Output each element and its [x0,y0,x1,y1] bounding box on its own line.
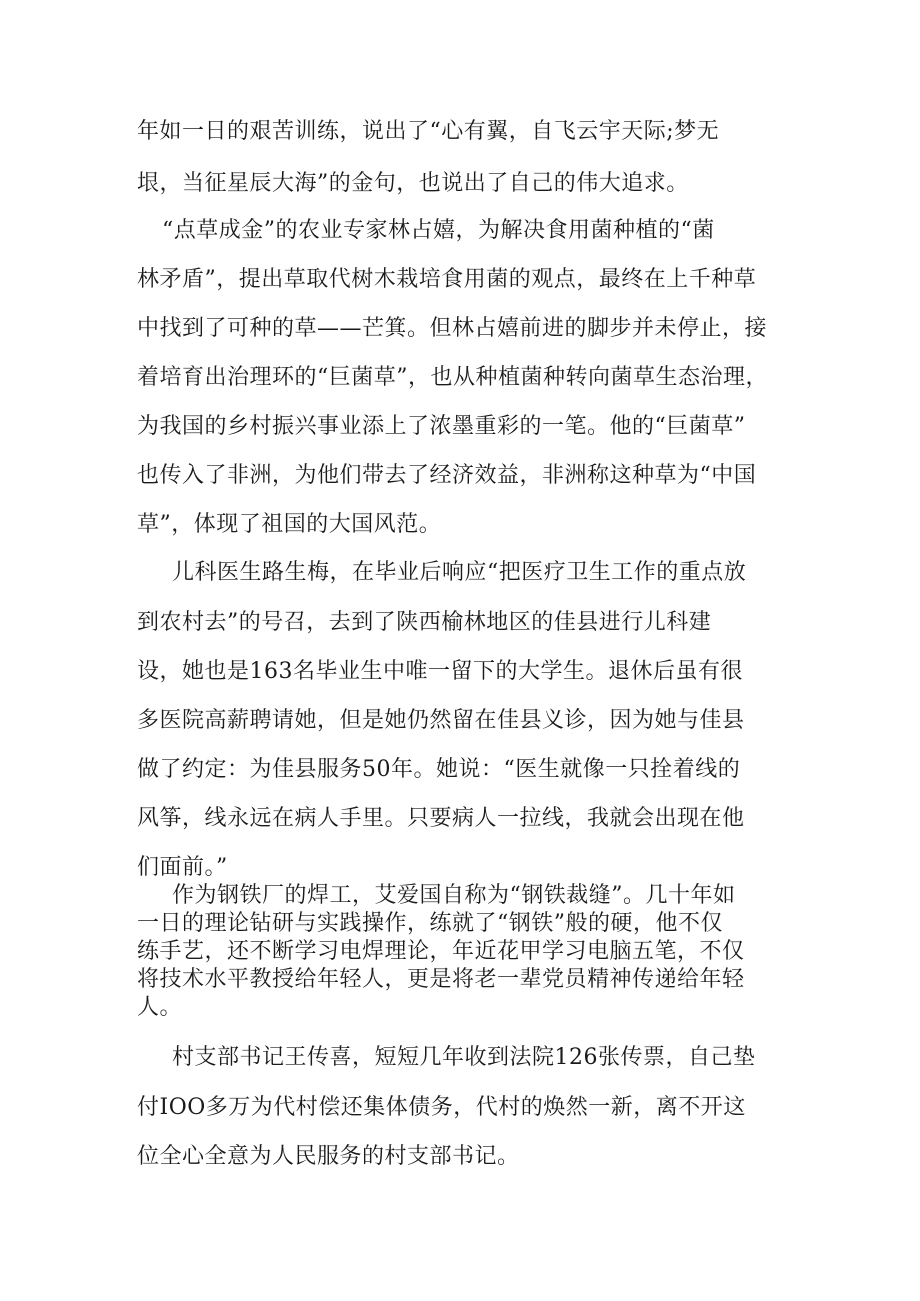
text-line [137,801,745,832]
text-line [137,605,711,636]
text-line [137,166,689,197]
text-line [137,1090,746,1121]
text-line [137,311,767,342]
text-line [137,962,745,993]
text-line [137,114,719,145]
text-line-content: 练手艺，还不断学习电焊理论，年近花甲学习电脑五笔，不仅 [137,939,745,964]
text-line-content: “点草成金”的农业专家林占嬉，为解决食用菌种植的“菌 [162,218,715,243]
text-line [137,360,768,391]
text-line-content: 做了约定：为佳县服务50年。她说：“医生就像一只拴着线的 [137,757,741,782]
text-line [137,654,743,685]
text-line [137,507,441,538]
text-line-content: 付IOO多万为代村偿还集体债务，代村的焕然一新，离不开这 [137,1095,746,1120]
text-line-content: 也传入了非洲，为他们带去了经济效益，非洲称这种草为“中国 [137,463,757,488]
text-line-content: 为我国的乡村振兴事业添上了浓墨重彩的一笔。他的“巨菌草” [137,414,746,439]
text-line [137,409,746,440]
text-line [137,703,745,734]
text-line [137,1139,520,1170]
text-line-content: 多医院高薪聘请她，但是她仍然留在佳县义诊，因为她与佳县 [137,708,745,733]
text-line [137,850,228,881]
text-line-content: 草”，体现了祖国的大国风范。 [137,512,442,537]
text-line [172,1040,756,1071]
text-line-content: 儿科医生路生梅，在毕业后响应“把医疗卫生工作的重点放 [172,560,747,585]
text-line-content: 村支部书记王传喜，短短几年收到法院126张传票，自己垫 [172,1045,756,1070]
text-line-content: 林矛盾”，提出草取代树木栽培食用菌的观点，最终在上千种草 [137,267,757,292]
text-line-content: 年如一日的艰苦训练，说出了“心有翼，自飞云宇天际;梦无 [137,119,720,144]
text-line-content: 位全心全意为人民服务的村支部书记。 [137,1144,520,1169]
text-line-content: 将技术水平教授给年轻人，更是将老一辈党员精神传递给年轻 [137,967,745,992]
text-line [137,458,756,489]
text-line-content: 着培育出治理环的“巨菌草”，也从种植菌种转向菌草生态治理， [137,365,768,390]
text-line-content: 作为钢铁厂的焊工，艾爱国自称为“钢铁裁缝”。几十年如 [172,883,736,908]
text-line-content: 一日的理论钻研与实践操作，练就了“钢铁”般的硬，他不仅 [137,911,723,936]
text-line-content: 们面前。” [137,855,228,880]
text-line [137,906,723,937]
text-line [162,213,715,244]
text-line-content: 风筝，线永远在病人手里。只要病人一拉线，我就会出现在他 [137,806,745,831]
text-line-content: 垠，当征星辰大海”的金句，也说出了自己的伟大追求。 [137,171,689,196]
text-line [137,934,745,965]
text-line [137,262,756,293]
text-line-content: 设，她也是163名毕业生中唯一留下的大学生。退休后虽有很 [137,659,743,684]
text-line [172,878,736,909]
text-line-content: 到农村去”的号召，去到了陕西榆林地区的佳县进行儿科建 [137,610,712,635]
text-line [137,752,740,783]
text-line-content: 人。 [137,995,183,1020]
text-line [137,990,182,1021]
text-line-content: 中找到了可种的草——芒箕。但林占嬉前进的脚步并未停止，接 [137,316,768,341]
text-line [172,555,746,586]
